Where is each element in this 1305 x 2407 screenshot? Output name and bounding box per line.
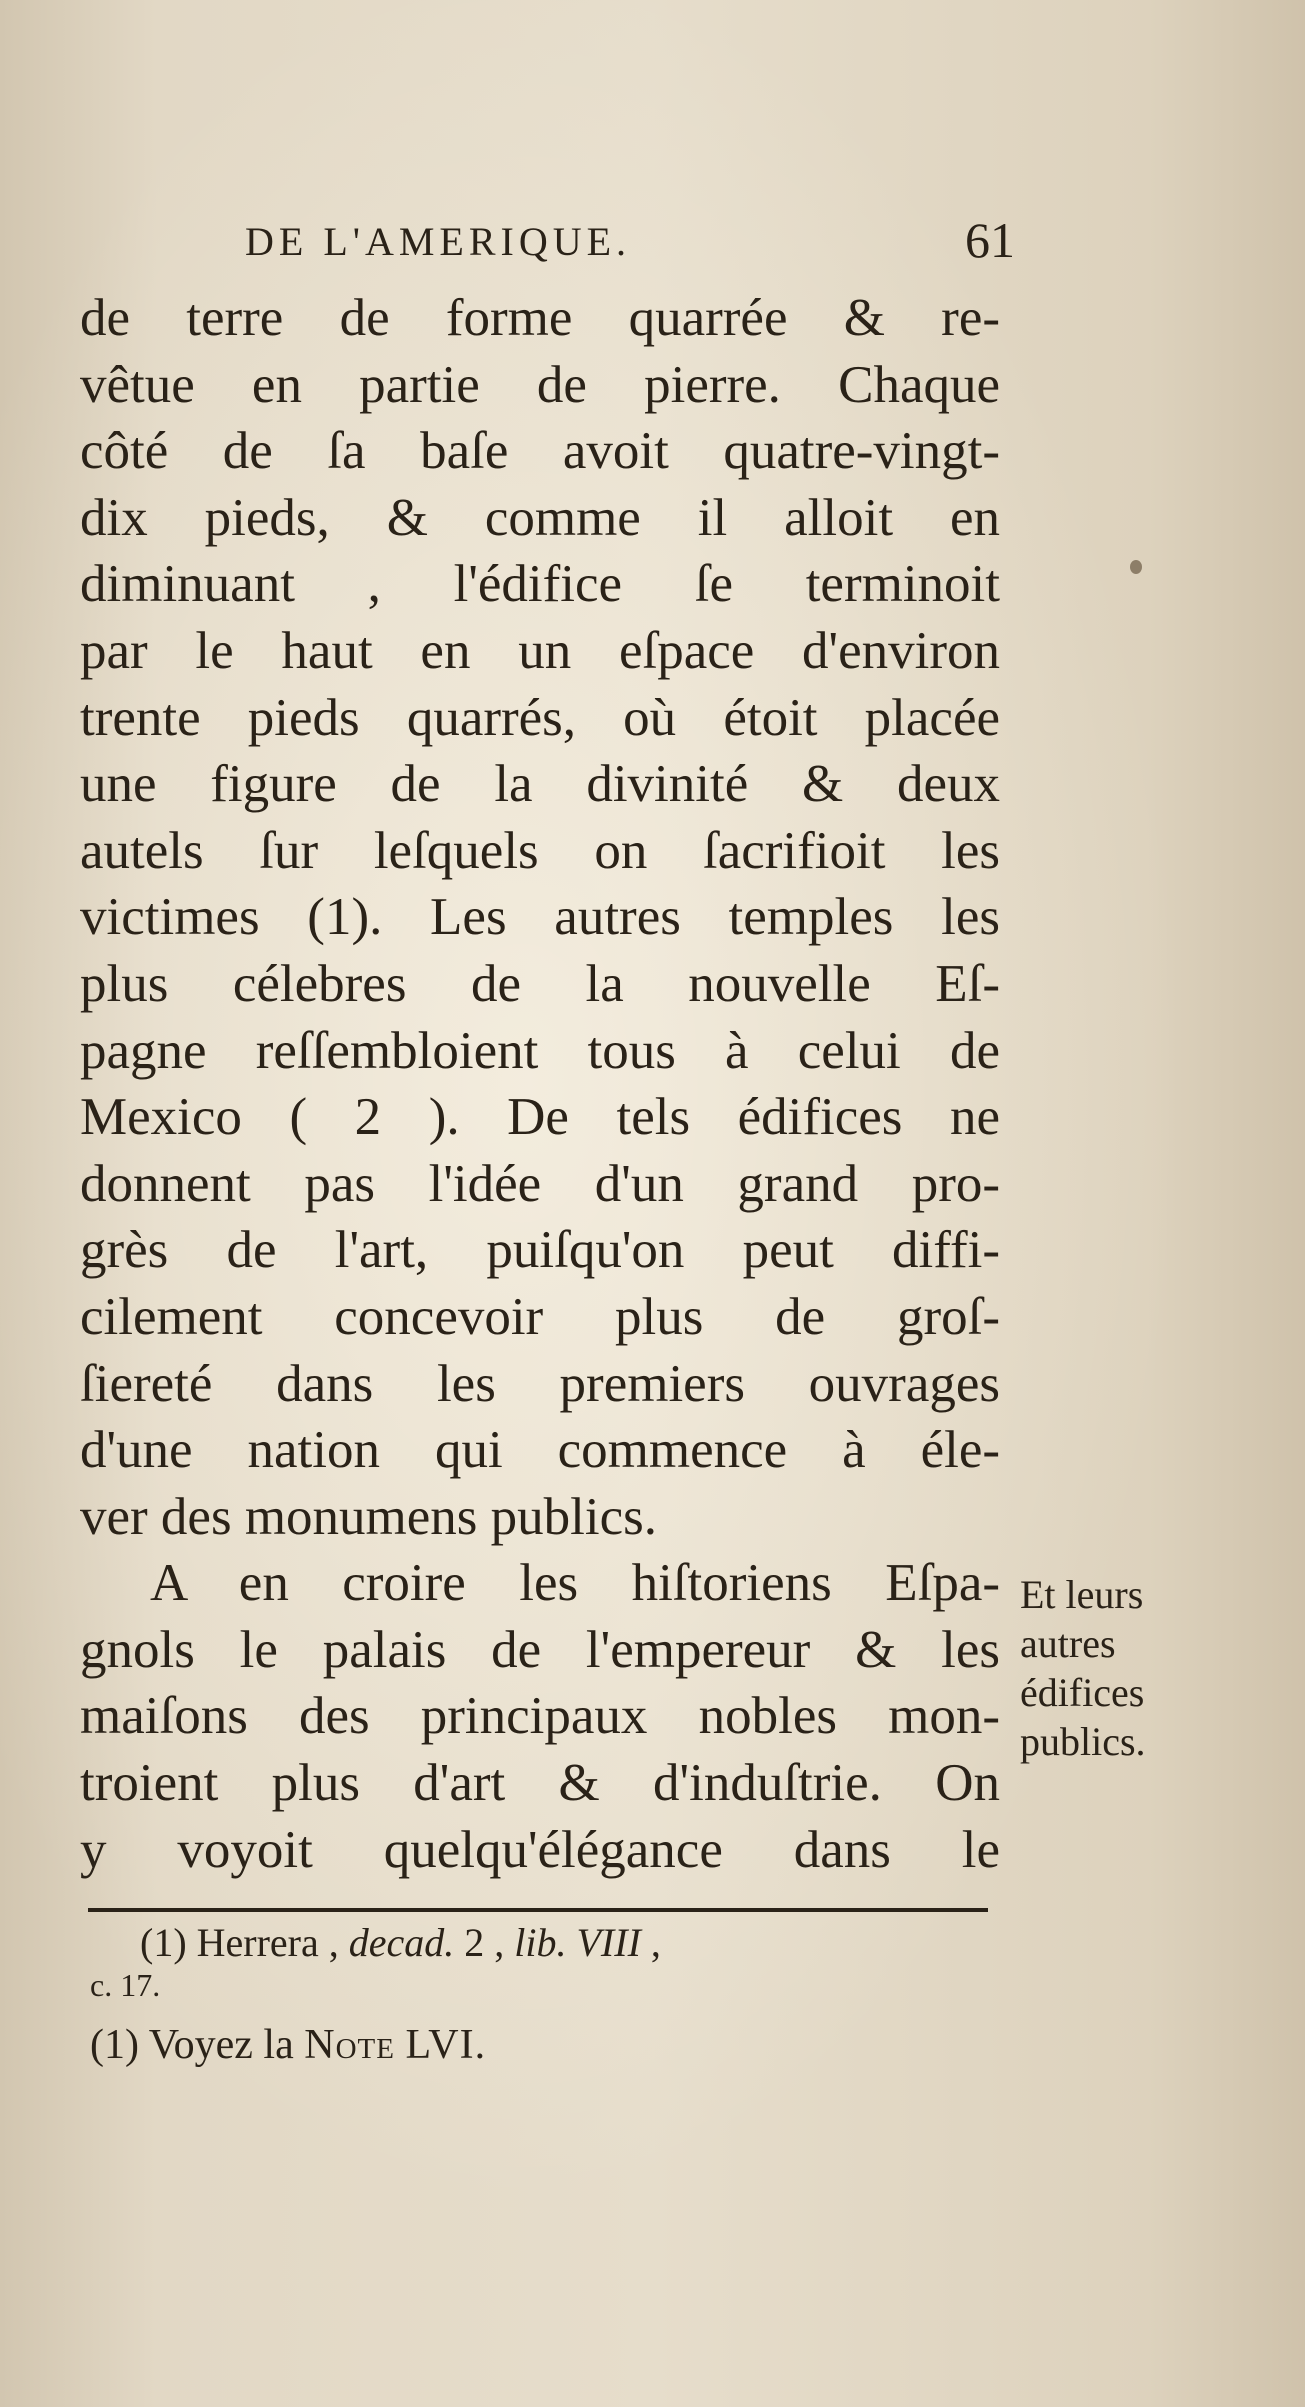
- marginal-line: Et leurs: [1020, 1572, 1144, 1617]
- footnote-1: [90, 1915, 1010, 1970]
- footnote-2: [90, 2018, 1010, 2073]
- text-line: côté de ſa baſe avoit quatre-vingt-: [80, 422, 1000, 481]
- footnote-lib: lib.: [514, 1920, 567, 1965]
- marginal-line: autres: [1020, 1621, 1116, 1666]
- footnote-note-number: LVI.: [405, 2022, 487, 2068]
- text-line: vêtue en partie de pierre. Chaque: [80, 355, 1000, 414]
- footnote-decad: decad.: [348, 1920, 455, 1965]
- text-line: par le haut en un eſpace d'environ: [80, 621, 1000, 680]
- body-text: [80, 285, 1000, 1883]
- footnote-rule: [88, 1908, 988, 1912]
- footnote-text: Voyez la: [148, 2022, 294, 2068]
- footnotes: [90, 1915, 1010, 2073]
- text-line: cilement concevoir plus de groſ-: [80, 1287, 1000, 1346]
- text-line: y voyoit quelqu'élégance dans le: [80, 1820, 1000, 1879]
- text-line: donnent pas l'idée d'un grand pro-: [80, 1154, 1000, 1213]
- footnote-author: Herrera ,: [196, 1920, 339, 1965]
- marginal-line: publics.: [1020, 1719, 1146, 1764]
- text-line: A en croire les hiſtoriens Eſpa-: [150, 1554, 1000, 1613]
- running-title: DE L'AMERIQUE.: [245, 219, 632, 264]
- text-line: troient plus d'art & d'induſtrie. On: [80, 1754, 1000, 1813]
- text-line: d'une nation qui commence à éle-: [80, 1421, 1000, 1480]
- text-line: diminuant , l'édifice ſe terminoit: [80, 555, 1000, 614]
- ink-stain: [1130, 560, 1142, 574]
- footnote-decad-number: 2 ,: [464, 1920, 505, 1965]
- text-line: victimes (1). Les autres temples les: [80, 888, 1000, 947]
- text-line: ſiereté dans les premiers ouvrages: [80, 1354, 1000, 1413]
- text-line: maiſons des principaux nobles mon-: [80, 1687, 1000, 1746]
- footnote-comma: ,: [650, 1920, 661, 1965]
- text-line: une figure de la divinité & deux: [80, 755, 1000, 814]
- text-line: pagne reſſembloient tous à celui de: [80, 1021, 1000, 1080]
- marginal-note: [1020, 1570, 1250, 1766]
- marginal-line: édifices: [1020, 1670, 1145, 1715]
- page-number: 61: [965, 212, 1015, 268]
- running-head: [245, 212, 1015, 272]
- footnote-note-word: Note: [304, 2022, 395, 2068]
- footnote-marker: (1): [140, 1920, 187, 1965]
- text-line: trente pieds quarrés, où étoit placée: [80, 688, 1000, 747]
- text-line: plus célebres de la nouvelle Eſ-: [80, 954, 1000, 1013]
- footnote-lib-number: VIII: [576, 1920, 641, 1965]
- footnote-1-continuation: c. 17.: [90, 1967, 161, 2003]
- text-line: gnols le palais de l'empereur & les: [80, 1620, 1000, 1679]
- text-line: dix pieds, & comme il alloit en: [80, 488, 1000, 547]
- text-line: de terre de forme quarrée & re-: [80, 289, 1000, 347]
- footnote-marker: (1): [90, 2022, 139, 2068]
- text-line: ver des monumens publics.: [80, 1487, 658, 1546]
- text-line: grès de l'art, puiſqu'on peut diffi-: [80, 1221, 1000, 1280]
- text-line: Mexico ( 2 ). De tels édifices ne: [80, 1088, 1000, 1147]
- text-line: autels ſur leſquels on ſacrifioit les: [80, 821, 1000, 880]
